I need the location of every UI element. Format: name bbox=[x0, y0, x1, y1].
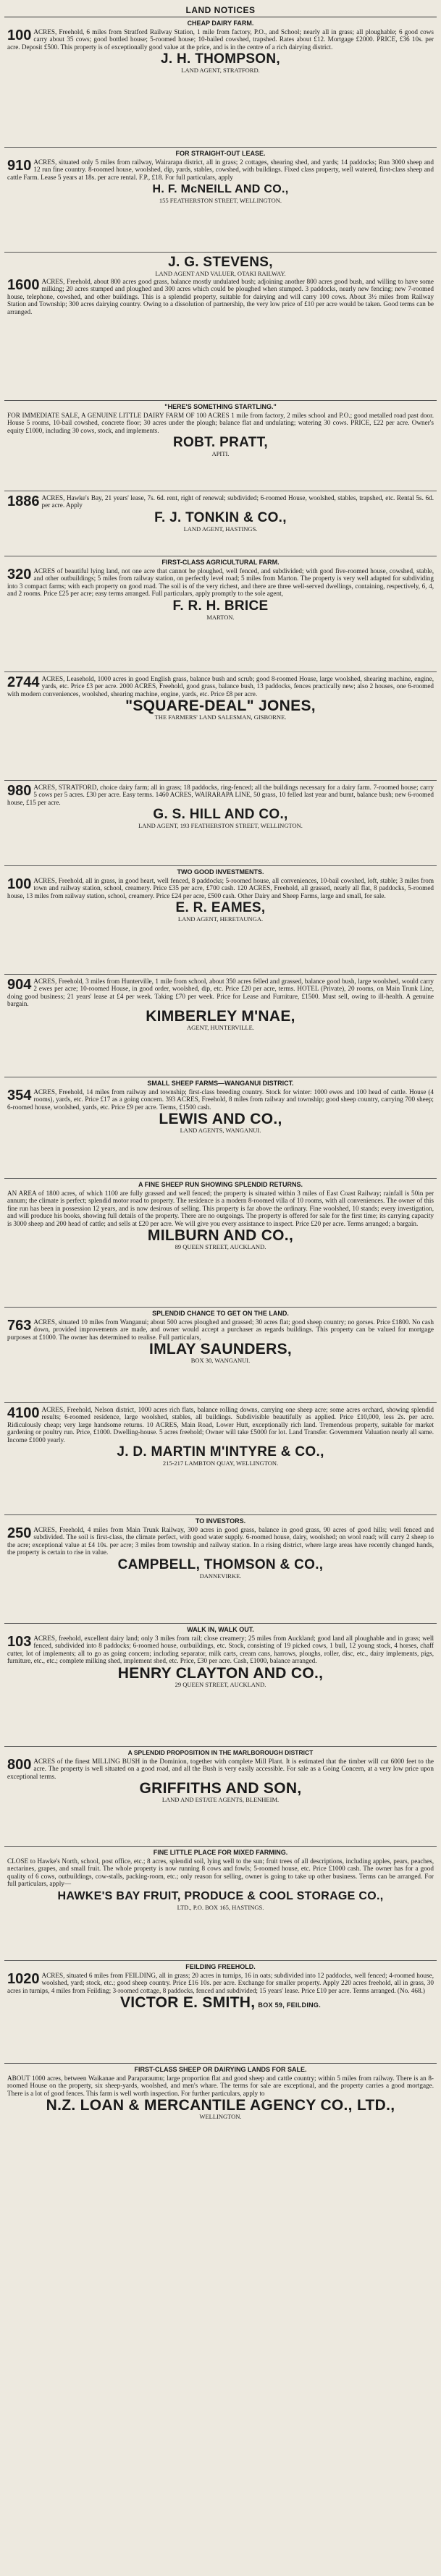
ad-griffiths bbox=[4, 1747, 437, 1847]
ad-subheading: A FINE SHEEP RUN SHOWING SPLENDID RETURNS. bbox=[138, 1181, 303, 1188]
ad-subheading: FIRST-CLASS SHEEP OR DAIRYING LANDS FOR SALE. bbox=[134, 2066, 307, 2073]
ad-body: 904 ACRES, Freehold, 3 miles from Hunterville, 1 mile from school, about 350 acres felled and grassed, balance good bush, large woolshed, would carry 2 ewes per acre; 10-roomed House, in good order, woolshed, dip, etc. Price £20 per acre, terms. HOTEL (Private), 20 rooms, on Main Trunk Line, doing good business; 21 years' lease at £4 per week. Taking £70 per week. Price for Lease and Furniture, £1500. Must sell, owing to ill-health. A genuine bargain. bbox=[7, 977, 434, 1008]
ad-subheading: TO INVESTORS. bbox=[195, 1517, 246, 1525]
agent-address: LAND AND ESTATE AGENTS, BLENHEIM. bbox=[161, 1796, 280, 1804]
agent-address: AGENT, HUNTERVILLE. bbox=[187, 1023, 254, 1031]
ad-hawkes-bay-fruit bbox=[4, 1847, 437, 1961]
ad-acres: 354 bbox=[7, 1088, 32, 1103]
ad-subheading: SPLENDID CHANCE TO GET ON THE LAND. bbox=[152, 1310, 289, 1317]
agent-name: HAWKE'S BAY FRUIT, PRODUCE & COOL STORAGE CO., bbox=[57, 1889, 384, 1902]
agent-address: LAND AGENT, STRATFORD. bbox=[181, 67, 260, 75]
ad-body: 320 ACRES of beautiful lying land, not one acre that cannot be ploughed, well fenced, and subdivided; with good five-roomed house, cowshed, stable, and other outbuildings; 5 miles from railway station, on perfectly level road; 5 miles from Marton. The property is very well adapted for subdividing into 3 compact farms; with each property on good road. The soil is of the very richest, and there are three well-served dwellings, containing, respectively, 6, 4, and 2 rooms. Price £25 per acre; easy terms arranged. Full particulars, apply promptly to the sole agent, bbox=[7, 567, 434, 598]
ad-subheading: A SPLENDID PROPOSITION IN THE MARLBOROUGH DISTRICT bbox=[127, 1749, 314, 1756]
ad-acres: 100 bbox=[7, 27, 32, 43]
ad-acres: 1886 bbox=[7, 493, 40, 509]
agent-address: LTD., P.O. BOX 165, HASTINGS. bbox=[177, 1903, 264, 1911]
ad-smith bbox=[4, 1961, 437, 2064]
ad-acres: 763 bbox=[7, 1318, 32, 1334]
ad-stevens bbox=[4, 253, 437, 401]
ad-body: 1600 ACRES, Freehold, about 800 acres good grass, balance mostly undulated bush; adjoining another 800 acres good bush, and willing to have some milking; 20 acres stumped and ploughed and 300 acres which could be ploughed when stumped. 3 paddocks, nearly new fencing; new 7-roomed house, telephone, cowshed, and other buildings. This is a splendid property, suitable for dairying and will carry 100 cows. About 3½ miles from Railway Station and Township; 300 acres dairying country. Owing to a dissolution of partnership, the very low price of £10 per acre would be taken. Good terms can be arranged. bbox=[7, 277, 434, 315]
ad-jones bbox=[4, 672, 437, 781]
agent-box: BOX 59, FEILDING. bbox=[258, 2001, 322, 2009]
agent-name: N.Z. LOAN & MERCANTILE AGENCY CO., LTD., bbox=[46, 2097, 395, 2114]
ad-body: AN AREA of 1800 acres, of which 1100 are fully grassed and well fenced; the property is situated within 3 miles of East Coast Railway; rainfall is 50in per annum; the climate is perfect; splendid motor road to property. The residence is a modern 8-roomed villa of 10 rooms, with all conveniences. The owner of this fine run has been in possession 12 years, and is now desirous of selling. This property is far above the ordinary. Fine woolshed, 10 stands; every investigation, and will produce his books, showing full details of the property. There are no outgoings. The property is offered for sale for the first time; its carrying capacity is 3000 sheep and 200 head of cattle; and sells at £20 per acre. We will give you every assistance to inspect. Price £20 per acre. Terms arranged; a bargain. bbox=[7, 1190, 434, 1227]
agent-address: 29 QUEEN STREET, AUCKLAND. bbox=[175, 1680, 266, 1688]
agent-name: G. S. HILL AND CO., bbox=[153, 807, 288, 823]
ad-body: 980 ACRES, STRATFORD, choice dairy farm; all in grass; 18 paddocks, ring-fenced; all the buildings necessary for a dairy farm. 7-roomed house; carry 5 cows per 5 acres. £30 per acre. Easy terms. 1460 ACRES, WAIRARAPA LINE, 50 grass, 10 felled last year and burnt, balance bush; new 6-roomed house, £15 per acre. bbox=[7, 783, 434, 806]
ad-body: 100 ACRES, Freehold, all in grass, in good heart, well fenced, 8 paddocks; 5-roomed house, all conveniences, 10-bail cowshed, loft, stable; 3 miles from town and railway station, school, creamery. Price £35 per acre, £700 cash. 120 ACRES, Freehold, all grassed, nearly all flat, 8 paddocks, 5-roomed house, 13 miles from railway station, school, creamery. Price £24 per acre, £500 cash. Other Dairy and Sheep Farms, large and small, for sale. bbox=[7, 876, 434, 899]
ad-pratt bbox=[4, 401, 437, 491]
agent-address: THE FARMERS' LAND SALESMAN, GISBORNE. bbox=[154, 713, 287, 721]
ad-eames bbox=[4, 866, 437, 975]
agent-address: LAND AGENT, HERETAUNGA. bbox=[177, 915, 264, 923]
ad-subheading: WALK IN, WALK OUT. bbox=[187, 1626, 254, 1633]
ad-body: 763 ACRES, situated 10 miles from Wanganui; about 500 acres ploughed and grassed; 30 acres flat; good sheep country; no gorses. Price £1800. No cash down, provided improvements are made, and owner would accept a purchaser as regards buildings. This property can be valued for mortgage purposes at £1000. The owner has determined to realise. Full particulars, bbox=[7, 1318, 434, 1341]
agent-name: ROBT. PRATT, bbox=[173, 435, 268, 451]
ad-thompson bbox=[4, 17, 437, 148]
agent-address: 89 QUEEN STREET, AUCKLAND. bbox=[175, 1243, 266, 1251]
agent-name: MILBURN AND CO., bbox=[147, 1227, 294, 1245]
ad-tonkin bbox=[4, 491, 437, 556]
ad-subheading: FINE LITTLE PLACE FOR MIXED FARMING. bbox=[153, 1849, 288, 1856]
agent-name: E. R. EAMES, bbox=[175, 900, 266, 916]
ad-body: 1020 ACRES, situated 6 miles from FEILDING, all in grass; 20 acres in turnips, 16 in oats; subdivided into 12 paddocks, well fenced; 4-roomed house, woolshed, yard; stock, etc.; good sheep country. Price £16 10s. per acre. Exchange for smaller property. Apply 220 acres freehold, all in grass, 30 acres in turnips, 4 miles from Feilding; 3-roomed cottage, 8 paddocks, fenced and subdivided; 15 years' lease. Price £10 per acre. Terms arranged. (No. 468.) bbox=[7, 1971, 434, 1994]
agent-name: "SQUARE-DEAL" JONES, bbox=[125, 698, 316, 715]
agent-address: 155 FEATHERSTON STREET, WELLINGTON. bbox=[159, 197, 282, 205]
ad-clayton bbox=[4, 1624, 437, 1747]
agent-address: DANNEVIRKE. bbox=[199, 1572, 242, 1580]
ad-acres: 320 bbox=[7, 567, 32, 582]
ad-subheading: FEILDING FREEHOLD. bbox=[185, 1963, 256, 1970]
ad-milburn bbox=[4, 1179, 437, 1308]
agent-address: WELLINGTON. bbox=[199, 2113, 242, 2121]
agent-name: KIMBERLEY M'NAE, bbox=[146, 1007, 295, 1025]
agent-address: APITI. bbox=[211, 450, 230, 458]
ad-acres: 1020 bbox=[7, 1971, 40, 1987]
ad-acres: 4100 bbox=[7, 1405, 40, 1421]
ad-saunders bbox=[4, 1308, 437, 1403]
ad-acres: 910 bbox=[7, 158, 32, 174]
ad-mnae bbox=[4, 975, 437, 1077]
ad-body: 103 ACRES, freehold, excellent dairy land; only 3 miles from rail; close creamery; 25 miles from Auckland; good land all ploughable and in grass; well fenced, subdivided into 8 paddocks; 6-roomed house, outbuildings, etc. Stock, consisting of 19 picked cows, 1 bull, 12 young stock, 4 horses, chaff cutter, lot of implements; all to go as going concern; including separator, milk carts, cream cans, harrows, ploughs, roller, disc, etc., dairy implements, pigs, furniture, etc., etc.; complete milking shed, implement shed, etc. Price, £30 per acre. Cash, £1000, balance arranged. bbox=[7, 1634, 434, 1665]
agent-name: GRIFFITHS AND SON, bbox=[139, 1780, 302, 1797]
ad-acres: 250 bbox=[7, 1525, 32, 1541]
ad-body: 100 ACRES, Freehold, 6 miles from Stratford Railway Station, 1 mile from factory, P.O., and School; nearly all in grass; all ploughable; 6 good cows carry about 35 cows; good bottled house; 5-roomed house; 10-bailed cowshed, trapshed. Rates about £12. Mortgage £2000. PRICE, £36 10s. per acre. Deposit £500. This property is of exceptionally good value at the price, and is in the centre of a rich dairying district. bbox=[7, 27, 434, 51]
ad-mintyre bbox=[4, 1403, 437, 1515]
ad-body: 800 ACRES of the finest MILLING BUSH in the Dominion, together with complete Mill Plant. It is estimated that the timber will cut 6000 feet to the acre. The property is well situated on a good road, and all the Bush is very easily accessible. For sale as a Going Concern, at a very low price upon exceptional terms. bbox=[7, 1757, 434, 1780]
ad-body: 4100 ACRES, Freehold, Nelson district, 1000 acres rich flats, balance rolling downs, carrying one sheep acre; some acres orchard, showing splendid results; 6-roomed residence, large woolshed, stables, all buildings. Subdivisible beautifully as applied. Price £10,000, less 2s. per acre. Ridiculously cheap; very large handsome returns. 10 ACRES, Main Road, Lower Hutt, exceptionally rich land. Tremendous property, suitable for market gardening or poultry run. Price, £1000. Dwelling-house. 5 acres freehold; Owner will take £5000 for lot. Land Transfer. Government Valuation nearly all same. Income £1000 yearly. bbox=[7, 1405, 434, 1444]
agent-name: J. D. MARTIN M'INTYRE & CO., bbox=[117, 1444, 324, 1460]
agent-address: MARTON. bbox=[206, 613, 235, 621]
ad-acres: 1600 bbox=[7, 277, 40, 293]
ad-acres: 103 bbox=[7, 1634, 32, 1650]
ad-acres: 980 bbox=[7, 783, 32, 799]
agent-address: 215-217 LAMBTON QUAY, WELLINGTON. bbox=[162, 1459, 279, 1467]
ad-body: 354 ACRES, Freehold, 14 miles from railway and township; first-class breeding country. Stock for winter: 1000 ewes and 100 head of cattle. House (4 rooms), yards, etc. Price £17 as a going concern. 393 ACRES, Freehold, 8 miles from railway and township; good sheep country, carrying 700 sheep; 6-roomed house, woolshed, yards, etc. Price £9 per acre. Terms, £1500 cash. bbox=[7, 1088, 434, 1111]
ad-subheading: SMALL SHEEP FARMS—WANGANUI DISTRICT. bbox=[147, 1080, 294, 1087]
ad-body: ABOUT 1000 acres, between Waikanae and Paraparaumu; large proportion flat and good sheep and cattle country; within 5 miles from railway. There is an 8-roomed House on the property, six sheep-yards, woolshed, and men's whare. The terms for sale are exceptional, and the property carries a good mortgage. There is a lot of good fences. This farm is well worth inspection. For further particulars, apply to bbox=[7, 2075, 434, 2097]
agent-name: H. F. McNEILL AND CO., bbox=[152, 183, 289, 196]
ad-mcneill bbox=[4, 148, 437, 253]
agent-address: LAND AGENT, 193 FEATHERSTON STREET, WELLINGTON. bbox=[138, 822, 303, 830]
ad-subheading: CHEAP DAIRY FARM. bbox=[187, 20, 254, 27]
agent-address: BOX 30, WANGANUI. bbox=[190, 1357, 251, 1365]
agent-name: J. H. THOMPSON, bbox=[161, 51, 280, 67]
agent-name: F. J. TONKIN & CO., bbox=[154, 509, 287, 525]
ad-subheading: TWO GOOD INVESTMENTS. bbox=[177, 868, 264, 876]
land-notices-header: LAND NOTICES bbox=[4, 4, 437, 17]
ad-nz-loan bbox=[4, 2064, 437, 2187]
agent-name: F. R. H. BRICE bbox=[172, 598, 269, 614]
ad-subheading: FOR STRAIGHT-OUT LEASE. bbox=[175, 150, 266, 157]
ad-subheading: FIRST-CLASS AGRICULTURAL FARM. bbox=[161, 559, 280, 566]
ad-hill bbox=[4, 781, 437, 866]
ad-body: 910 ACRES, situated only 5 miles from railway, Wairarapa district, all in grass; 2 cottages, shearing shed, and yards; 14 paddocks; Run 3000 sheep and 12 run fine country. 8-roomed house, woolshed, dip, yards, stables, cowshed, with buildings. Fixed class property, well watered, first-class sheep and cattle Farm. Lease 5 years at 18s. per acre rental. F.P., £18. For full particulars, apply bbox=[7, 158, 434, 181]
ad-lewis bbox=[4, 1077, 437, 1179]
ad-acres: 800 bbox=[7, 1757, 32, 1773]
ad-body: 2744 ACRES, Leasehold, 1000 acres in good English grass, balance bush and scrub; good 8-roomed House, large woolshed, shearing machine, engine, yards, etc. Price £3 per acre. 2000 ACRES, Freehold, good grass, balance bush, 13 paddocks, fences practically new; also 2 houses, one 6-roomed with modern conveniences, woolshed, shearing machine, engine, yards, etc. Price £8 per acre. bbox=[7, 674, 434, 698]
land-notices-page bbox=[4, 4, 437, 2567]
ad-brice bbox=[4, 556, 437, 672]
agent-name: LEWIS AND CO., bbox=[159, 1111, 282, 1128]
ad-acres: 2744 bbox=[7, 674, 40, 690]
agent-name: HENRY CLAYTON AND CO., bbox=[117, 1664, 324, 1682]
ad-body: FOR IMMEDIATE SALE, A GENUINE LITTLE DAIRY FARM OF 100 ACRES 1 mile from factory, 2 miles school and P.O.; good metalled road past door. House 5 rooms, 10-bail cowshed, concrete floor; 30 acres under the plough; balance flat and undulating; watering 30 cows. PRICE, £22 per acre. Owner's equity £1000, including 30 cows, stock, and implements. bbox=[7, 412, 434, 434]
ad-subheading: "HERE'S SOMETHING STARTLING." bbox=[164, 403, 277, 410]
agent-name: IMLAY SAUNDERS, bbox=[148, 1341, 293, 1358]
ad-acres: 904 bbox=[7, 977, 32, 993]
agent-address: LAND AGENT AND VALUER, OTAKI RAILWAY. bbox=[155, 270, 286, 277]
agent-name: J. G. STEVENS, bbox=[168, 255, 273, 270]
agent-name: CAMPBELL, THOMSON & CO., bbox=[117, 1556, 324, 1572]
ad-body: CLOSE to Hawke's North, school, post office, etc.; 8 acres, splendid soil, lying well to the sun; fruit trees of all descriptions, including apples, pears, peaches, nectarines, grapes, and small fruit. The whole property is now running 8 cows and fowls; 5-roomed house, etc. Price £1000 cash. The owner has for a good quality of 6 cows, outbuildings, cow-stalls, packing-room, etc.; only reason for selling, owner is going to take up other business. Terms can be arranged. For full particulars, apply— bbox=[7, 1857, 434, 1888]
ad-body: 250 ACRES, Freehold, 4 miles from Main Trunk Railway, 300 acres in good grass, balance in good grass, 90 acres of good hills; well fenced and subdivided. The soil is first-class, the climate perfect, with good water supply. 6-roomed house, dairy, woolshed; on wool road; will carry 2 sheep to the acre; exceptional value at £4 10s. per acre; 3 miles from township and railway station. In a rising district, where large areas have recently changed hands, the property is certain to rise in value. bbox=[7, 1525, 434, 1556]
ad-acres: 100 bbox=[7, 876, 32, 892]
agent-address: LAND AGENTS, WANGANUI. bbox=[180, 1127, 261, 1135]
ad-campbell bbox=[4, 1515, 437, 1624]
agent-name: VICTOR E. SMITH, BOX 59, FEILDING. bbox=[7, 1995, 434, 2013]
ad-body: 1886 ACRES, Hawke's Bay, 21 years' lease, 7s. 6d. rent, right of renewal; subdivided; 6-roomed House, woolshed, stables, trapshed, etc. Rental 5s. 6d. per acre. Apply bbox=[7, 493, 434, 509]
agent-address: LAND AGENT, HASTINGS. bbox=[183, 525, 258, 533]
